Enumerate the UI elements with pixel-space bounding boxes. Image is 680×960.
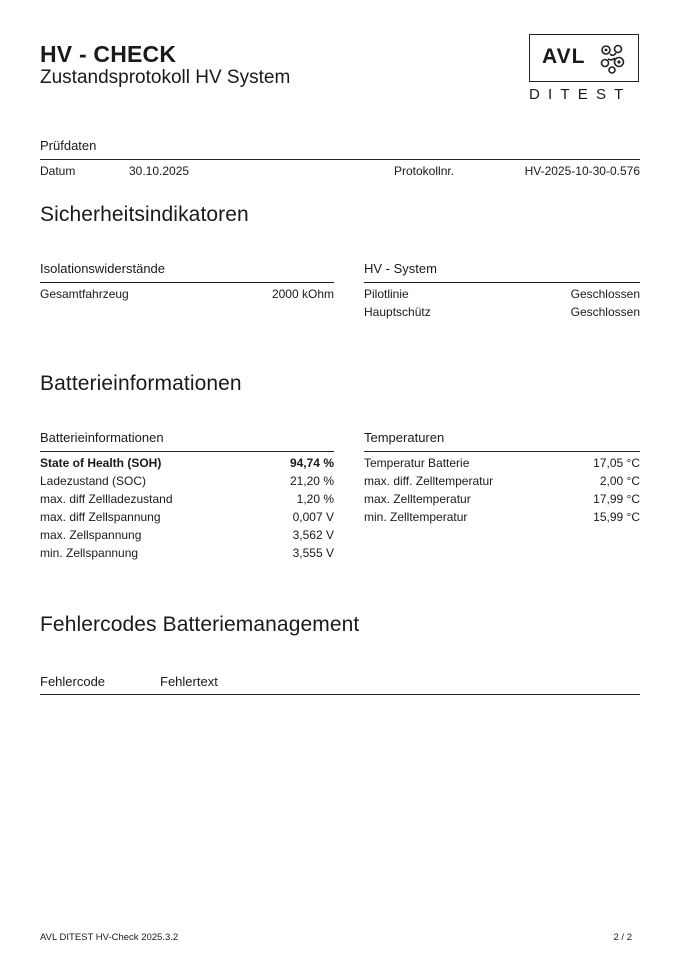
logo-text: AVL [542, 45, 586, 68]
batterie-info-label: Batterieinformationen [40, 430, 164, 445]
batterie-heading: Batterieinformationen [40, 372, 242, 395]
batterie-info-divider [40, 451, 334, 452]
row-name: max. Zellspannung [40, 528, 142, 542]
table-row [364, 490, 640, 508]
row-value: Geschlossen [570, 305, 640, 319]
datum-label: Datum [40, 164, 76, 178]
row-value: 3,562 V [292, 528, 334, 542]
table-row [40, 285, 334, 303]
fehlercodes-heading: Fehlercodes Batteriemanagement [40, 613, 360, 636]
row-value: 17,05 °C [593, 456, 640, 470]
row-value: 1,20 % [296, 492, 334, 506]
table-row [364, 472, 640, 490]
row-value: 17,99 °C [593, 492, 640, 506]
temperaturen-label: Temperaturen [364, 430, 445, 445]
footer-version: AVL DITEST HV-Check 2025.3.2 [40, 932, 179, 943]
document-title: HV - CHECK [40, 41, 177, 67]
row-name: min. Zelltemperatur [364, 510, 468, 524]
row-name: Hauptschütz [364, 305, 431, 319]
fehlercode-column-header: Fehlercode [40, 674, 106, 689]
table-row [40, 454, 334, 472]
pruefdaten-label: Prüfdaten [40, 138, 97, 153]
temperaturen-divider [364, 451, 640, 452]
row-name: Temperatur Batterie [364, 456, 470, 470]
fehlercodes-divider [40, 694, 640, 695]
isolation-divider [40, 282, 334, 283]
row-name: max. Zelltemperatur [364, 492, 471, 506]
row-value: 94,74 % [289, 456, 334, 470]
batterie-info-table [40, 454, 334, 562]
row-value: 15,99 °C [593, 510, 640, 524]
datum-value: 30.10.2025 [129, 164, 190, 178]
table-row [40, 526, 334, 544]
table-row [40, 472, 334, 490]
row-name: Ladezustand (SOC) [40, 474, 147, 488]
hv-system-label: HV - System [364, 261, 437, 276]
hv-system-table [364, 285, 640, 321]
table-row [364, 285, 640, 303]
row-value: 3,555 V [292, 546, 334, 560]
sicherheit-heading: Sicherheitsindikatoren [40, 203, 249, 226]
table-row [40, 490, 334, 508]
isolation-table [40, 285, 334, 303]
row-name: Pilotlinie [364, 287, 409, 301]
row-value: 2000 kOhm [271, 287, 334, 301]
protokoll-label: Protokollnr. [394, 164, 455, 178]
row-value: 0,007 V [292, 510, 334, 524]
isolation-label: Isolationswiderstände [40, 261, 166, 276]
table-row [364, 303, 640, 321]
row-value: 2,00 °C [599, 474, 640, 488]
table-row [40, 544, 334, 562]
temperaturen-table [364, 454, 640, 526]
row-name: max. diff Zellspannung [40, 510, 161, 524]
row-name: State of Health (SOH) [40, 456, 162, 470]
avl-swirl-logo-icon [597, 42, 629, 76]
table-row [364, 454, 640, 472]
page-number: 2 / 2 [613, 932, 632, 943]
table-row [40, 508, 334, 526]
hv-system-divider [364, 282, 640, 283]
protokoll-value: HV-2025-10-30-0.576 [524, 164, 640, 178]
row-name: min. Zellspannung [40, 546, 139, 560]
row-name: max. diff. Zelltemperatur [364, 474, 494, 488]
pruefdaten-divider [40, 159, 640, 160]
fehlertext-column-header: Fehlertext [160, 674, 218, 689]
logo-subtext: DITEST [529, 86, 632, 103]
row-name: max. diff Zellladezustand [40, 492, 173, 506]
row-value: 21,20 % [289, 474, 334, 488]
document-subtitle: Zustandsprotokoll HV System [40, 67, 291, 88]
row-name: Gesamtfahrzeug [40, 287, 129, 301]
table-row [364, 508, 640, 526]
row-value: Geschlossen [570, 287, 640, 301]
